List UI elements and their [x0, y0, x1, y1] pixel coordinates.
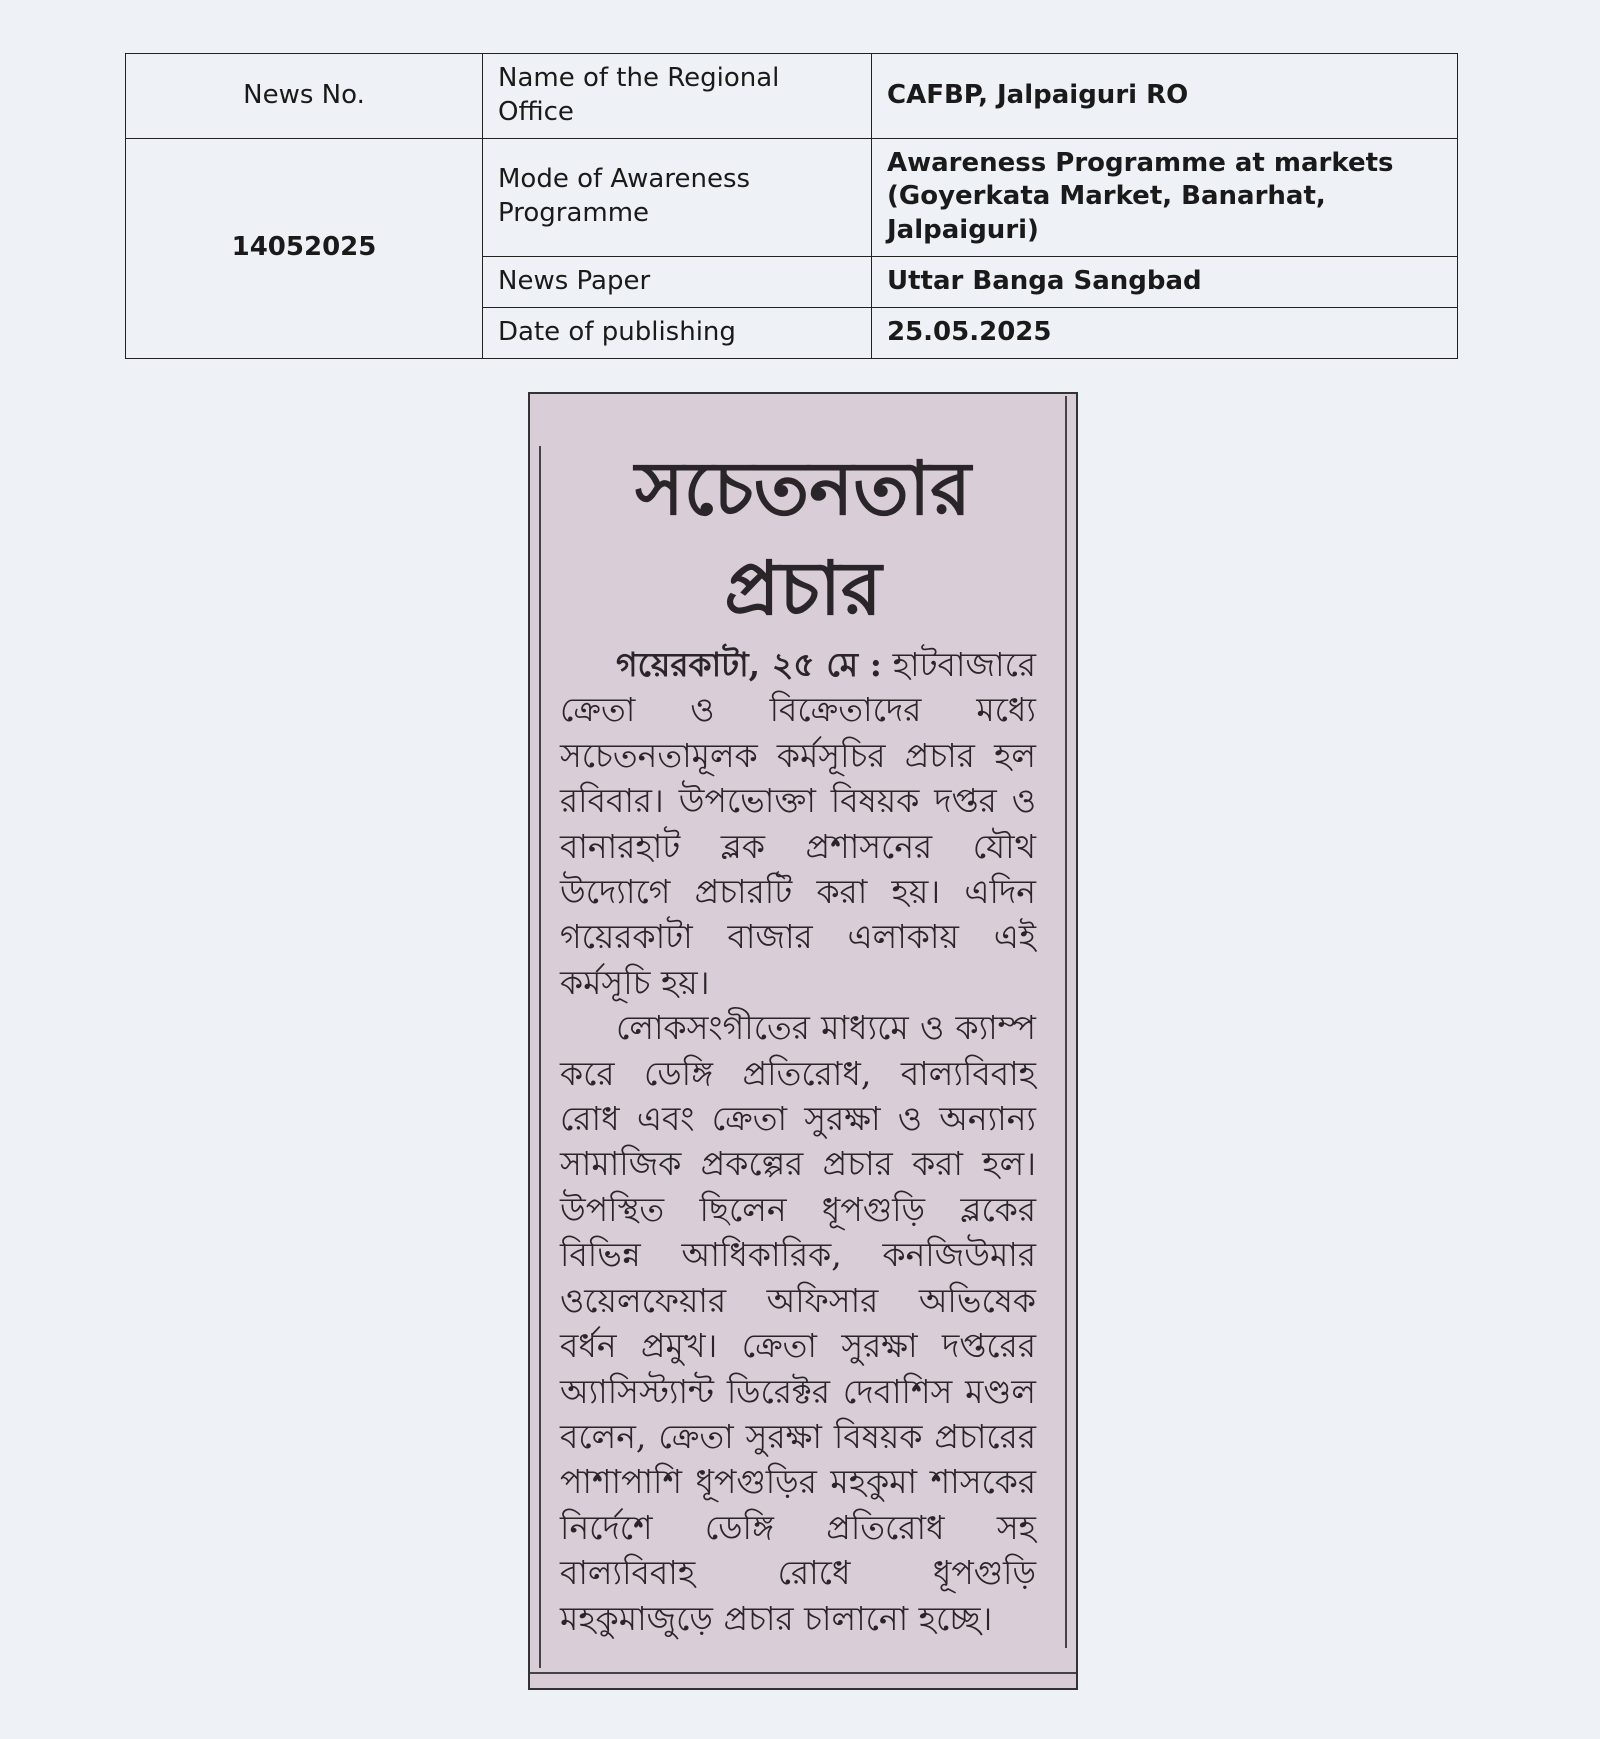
article-paragraph-1 [560, 642, 1036, 1005]
clipping-article [560, 642, 1036, 1641]
date-value: 25.05.2025 [872, 307, 1458, 358]
news-info-table [125, 53, 1458, 359]
clipping-headline: সচেতনতার প্রচার [635, 446, 971, 632]
column-rule-bottom [530, 1672, 1076, 1674]
mode-label: Mode of Awareness Programme [483, 138, 872, 256]
regional-office-value: CAFBP, Jalpaiguri RO [872, 54, 1458, 139]
news-no-value: 14052025 [126, 138, 483, 358]
date-label: Date of publishing [483, 307, 872, 358]
column-rule-right [1065, 396, 1067, 1648]
mode-value: Awareness Programme at markets (Goyerkata Market, Banarhat, Jalpaiguri) [872, 138, 1458, 256]
newspaper-label: News Paper [483, 256, 872, 307]
article-paragraph-1-text: হাটবাজারে ক্রেতা ও বিক্রেতাদের মধ্যে সচেতনতামূলক কর্মসূচির প্রচার হল রবিবার। উপভোক্তা বিষয়ক দপ্তর ও বানারহাট ব্লক প্রশাসনের যৌথ উদ্যোগে প্রচারটি করা হয়। এদিন গয়েরকাটা বাজার এলাকায় এই কর্মসূচি হয়। [560, 645, 1036, 1002]
news-no-label: News No. [126, 54, 483, 139]
newspaper-clipping [528, 392, 1078, 1690]
newspaper-value: Uttar Banga Sangbad [872, 256, 1458, 307]
regional-office-label: Name of the Regional Office [483, 54, 872, 139]
article-dateline: গয়েরকাটা, ২৫ মে : [616, 645, 882, 684]
column-rule-left [539, 446, 541, 1668]
article-paragraph-2: লোকসংগীতের মাধ্যমে ও ক্যাম্প করে ডেঙ্গি প্রতিরোধ, বাল্যবিবাহ রোধ এবং ক্রেতা সুরক্ষা ও অন্যান্য সামাজিক প্রকল্পের প্রচার করা হল। উপস্থিত ছিলেন ধূপগুড়ি ব্লকের বিভিন্ন আধিকারিক, কনজিউমার ওয়েলফেয়ার অফিসার অভিষেক বর্ধন প্রমুখ। ক্রেতা সুরক্ষা দপ্তরের অ্যাসিস্ট্যান্ট ডিরেক্টর দেবাশিস মণ্ডল বলেন, ক্রেতা সুরক্ষা বিষয়ক প্রচারের পাশাপাশি ধূপগুড়ির মহকুমা শাসকের নির্দেশে ডেঙ্গি প্রতিরোধ সহ বাল্যবিবাহ রোধে ধূপগুড়ি মহকুমাজুড়ে প্রচার চালানো হচ্ছে। [560, 1008, 1036, 1638]
